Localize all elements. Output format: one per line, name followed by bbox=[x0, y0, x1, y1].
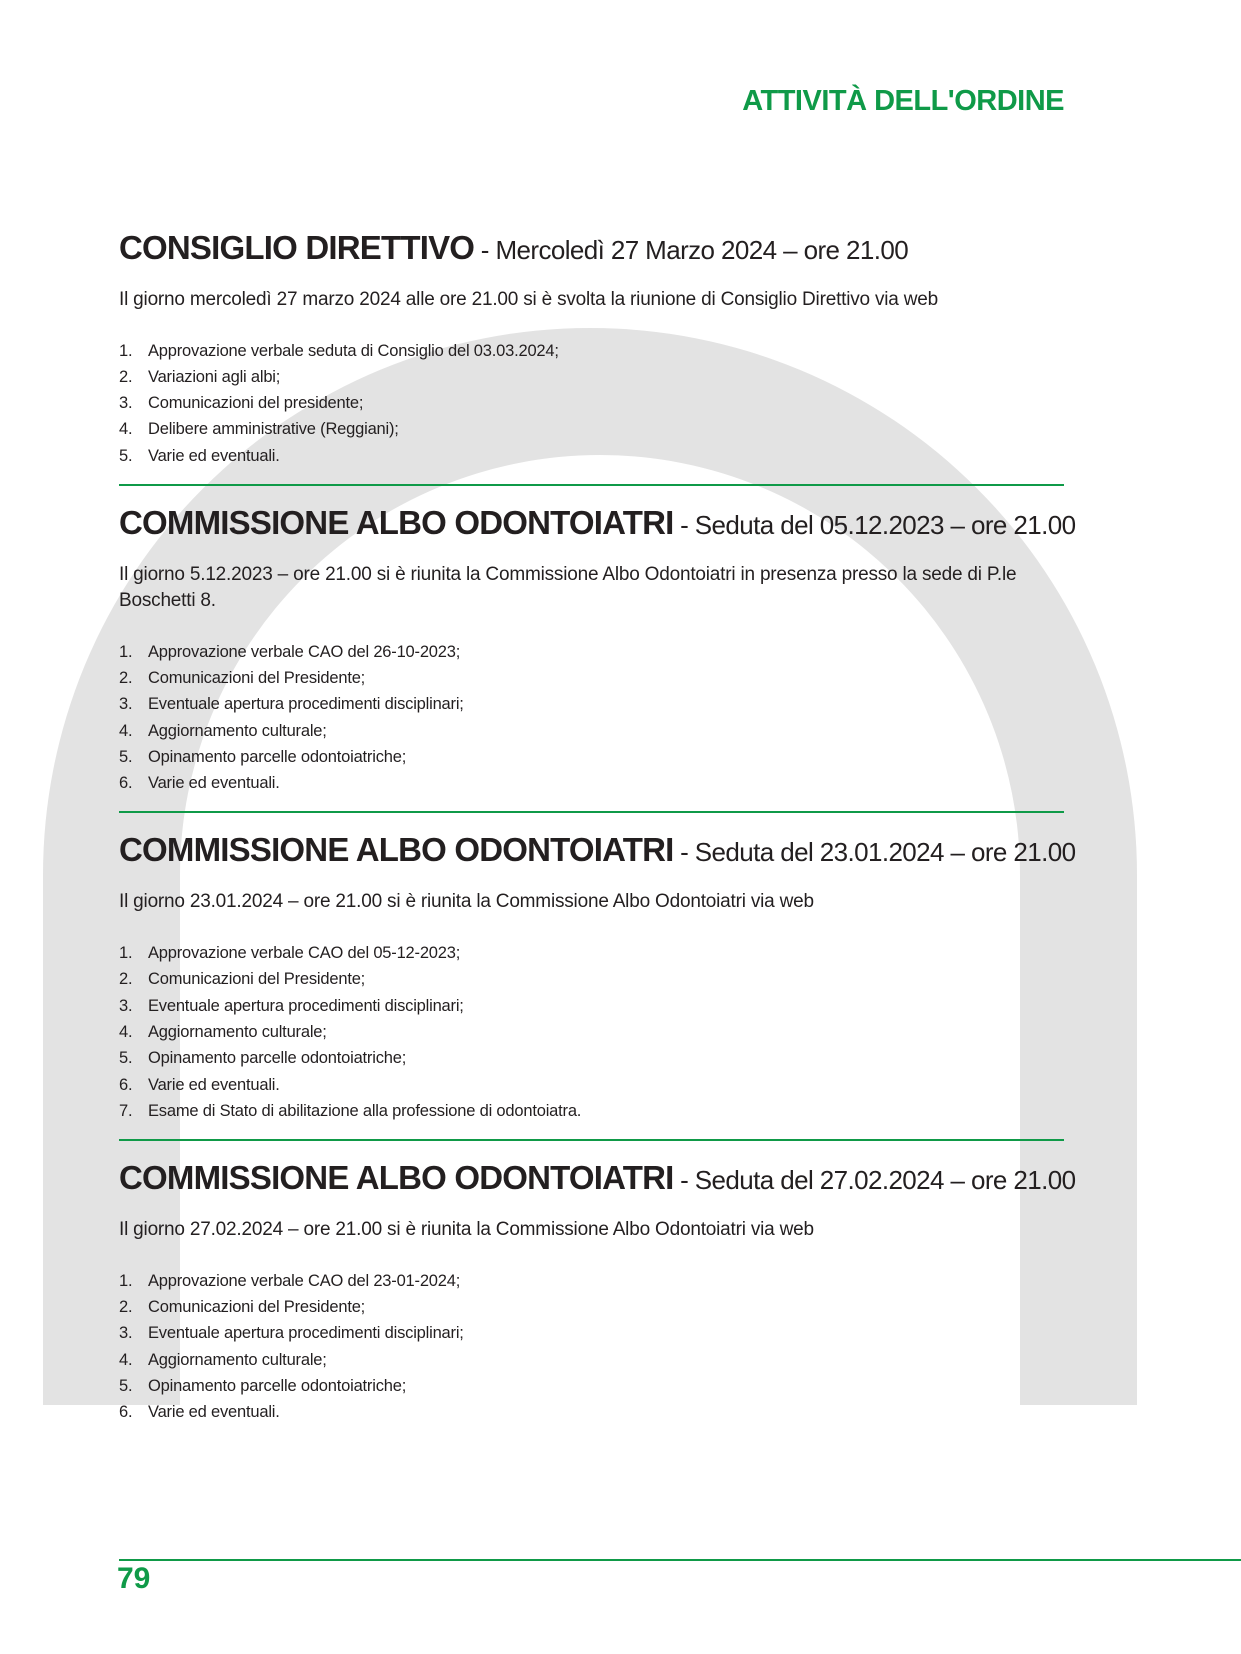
item-number: 6. bbox=[119, 774, 133, 793]
section-title-main: COMMISSIONE ALBO ODONTOIATRI bbox=[119, 504, 674, 542]
section-cao-23-01-2024 bbox=[119, 830, 1076, 1124]
list-item bbox=[119, 1098, 1064, 1124]
section-intro: Il giorno 27.02.2024 – ore 21.00 si è riunita la Commissione Albo Odontoiatri via web bbox=[119, 1218, 814, 1240]
item-number: 3. bbox=[119, 394, 133, 413]
item-number: 6. bbox=[119, 1075, 133, 1094]
section-title-sub: - Mercoledì 27 Marzo 2024 – ore 21.00 bbox=[474, 235, 909, 265]
list-item bbox=[119, 390, 1064, 416]
item-text: Aggiornamento culturale; bbox=[148, 1350, 327, 1369]
list-item bbox=[119, 940, 1064, 966]
footer-rule bbox=[119, 1559, 1241, 1561]
section-divider bbox=[119, 811, 1064, 813]
section-cao-05-12-2023 bbox=[119, 503, 1076, 796]
item-text: Variazioni agli albi; bbox=[148, 367, 281, 386]
item-text: Varie ed eventuali. bbox=[148, 1075, 280, 1094]
item-number: 4. bbox=[119, 1022, 133, 1041]
item-text: Approvazione verbale CAO del 26-10-2023; bbox=[148, 642, 461, 661]
section-title bbox=[119, 1158, 1076, 1198]
agenda-list bbox=[119, 338, 1064, 469]
item-text: Aggiornamento culturale; bbox=[148, 1022, 327, 1041]
item-number: 6. bbox=[119, 1403, 133, 1422]
item-text: Comunicazioni del Presidente; bbox=[148, 668, 366, 687]
item-text: Eventuale apertura procedimenti disciplinari; bbox=[148, 695, 464, 714]
item-number: 3. bbox=[119, 695, 133, 714]
section-divider bbox=[119, 1139, 1064, 1141]
section-cao-27-02-2024 bbox=[119, 1158, 1076, 1425]
section-divider bbox=[119, 484, 1064, 486]
list-item bbox=[119, 718, 1064, 744]
section-title-main: COMMISSIONE ALBO ODONTOIATRI bbox=[119, 831, 674, 869]
item-number: 2. bbox=[119, 1298, 133, 1317]
section-title-sub: - Seduta del 27.02.2024 – ore 21.00 bbox=[673, 1165, 1076, 1196]
item-text: Eventuale apertura procedimenti disciplinari; bbox=[148, 996, 464, 1015]
list-item bbox=[119, 1268, 1064, 1294]
list-item bbox=[119, 338, 1064, 364]
list-item bbox=[119, 966, 1064, 992]
section-title bbox=[119, 503, 1076, 543]
list-item bbox=[119, 1294, 1064, 1320]
item-text: Aggiornamento culturale; bbox=[148, 721, 327, 740]
page-number: 79 bbox=[117, 1562, 151, 1595]
list-item bbox=[119, 1019, 1064, 1045]
item-text: Comunicazioni del presidente; bbox=[148, 394, 364, 413]
item-number: 3. bbox=[119, 996, 133, 1015]
item-number: 4. bbox=[119, 420, 133, 439]
section-intro: Il giorno 5.12.2023 – ore 21.00 si è riunita la Commissione Albo Odontoiatri in presenza presso la sede di P.le Boschetti 8. bbox=[119, 563, 1017, 611]
item-text: Opinamento parcelle odontoiatriche; bbox=[148, 1049, 407, 1068]
item-number: 4. bbox=[119, 1350, 133, 1369]
item-text: Opinamento parcelle odontoiatriche; bbox=[148, 747, 407, 766]
item-number: 2. bbox=[119, 668, 133, 687]
item-text: Esame di Stato di abilitazione alla professione di odontoiatra. bbox=[148, 1101, 582, 1120]
item-text: Eventuale apertura procedimenti disciplinari; bbox=[148, 1324, 464, 1343]
list-item bbox=[119, 1045, 1064, 1071]
section-title-main: COMMISSIONE ALBO ODONTOIATRI bbox=[119, 1159, 674, 1197]
item-text: Varie ed eventuali. bbox=[148, 1403, 280, 1422]
item-number: 1. bbox=[119, 642, 133, 661]
section-title-sub: - Seduta del 05.12.2023 – ore 21.00 bbox=[673, 510, 1076, 541]
item-number: 2. bbox=[119, 367, 133, 386]
item-number: 1. bbox=[119, 1271, 133, 1290]
list-item bbox=[119, 691, 1064, 717]
item-number: 4. bbox=[119, 721, 133, 740]
agenda-list bbox=[119, 940, 1064, 1124]
list-item bbox=[119, 443, 1064, 469]
list-item bbox=[119, 665, 1064, 691]
item-number: 3. bbox=[119, 1324, 133, 1343]
item-number: 5. bbox=[119, 446, 133, 465]
item-text: Opinamento parcelle odontoiatriche; bbox=[148, 1376, 407, 1395]
agenda-list bbox=[119, 639, 1064, 797]
item-text: Varie ed eventuali. bbox=[148, 446, 280, 465]
item-number: 5. bbox=[119, 747, 133, 766]
page-header-title: ATTIVITÀ DELL'ORDINE bbox=[742, 85, 1064, 117]
list-item bbox=[119, 993, 1064, 1019]
list-item bbox=[119, 744, 1064, 770]
item-number: 1. bbox=[119, 944, 133, 963]
list-item bbox=[119, 1320, 1064, 1346]
list-item bbox=[119, 364, 1064, 390]
list-item bbox=[119, 1373, 1064, 1399]
item-number: 2. bbox=[119, 970, 133, 989]
section-title-main: CONSIGLIO DIRETTIVO bbox=[119, 229, 475, 266]
list-item bbox=[119, 1072, 1064, 1098]
content bbox=[119, 228, 1076, 1426]
item-text: Approvazione verbale CAO del 23-01-2024; bbox=[148, 1271, 461, 1290]
section-intro: Il giorno mercoledì 27 marzo 2024 alle ore 21.00 si è svolta la riunione di Consiglio Direttivo via web bbox=[119, 288, 939, 310]
agenda-list bbox=[119, 1268, 1064, 1426]
item-text: Approvazione verbale CAO del 05-12-2023; bbox=[148, 944, 461, 963]
item-text: Comunicazioni del Presidente; bbox=[148, 1298, 366, 1317]
list-item bbox=[119, 416, 1064, 442]
list-item bbox=[119, 1399, 1064, 1425]
section-title bbox=[119, 228, 1064, 268]
item-number: 1. bbox=[119, 341, 133, 360]
section-title bbox=[119, 830, 1076, 870]
item-text: Approvazione verbale seduta di Consiglio del 03.03.2024; bbox=[148, 341, 559, 360]
item-number: 5. bbox=[119, 1049, 133, 1068]
section-consiglio-direttivo bbox=[119, 228, 1064, 469]
list-item bbox=[119, 639, 1064, 665]
section-title-sub: - Seduta del 23.01.2024 – ore 21.00 bbox=[673, 837, 1076, 868]
item-number: 7. bbox=[119, 1101, 133, 1120]
section-intro: Il giorno 23.01.2024 – ore 21.00 si è riunita la Commissione Albo Odontoiatri via web bbox=[119, 891, 814, 913]
list-item bbox=[119, 1347, 1064, 1373]
item-text: Comunicazioni del Presidente; bbox=[148, 970, 366, 989]
item-text: Varie ed eventuali. bbox=[148, 774, 280, 793]
list-item bbox=[119, 770, 1064, 796]
item-text: Delibere amministrative (Reggiani); bbox=[148, 420, 399, 439]
item-number: 5. bbox=[119, 1376, 133, 1395]
